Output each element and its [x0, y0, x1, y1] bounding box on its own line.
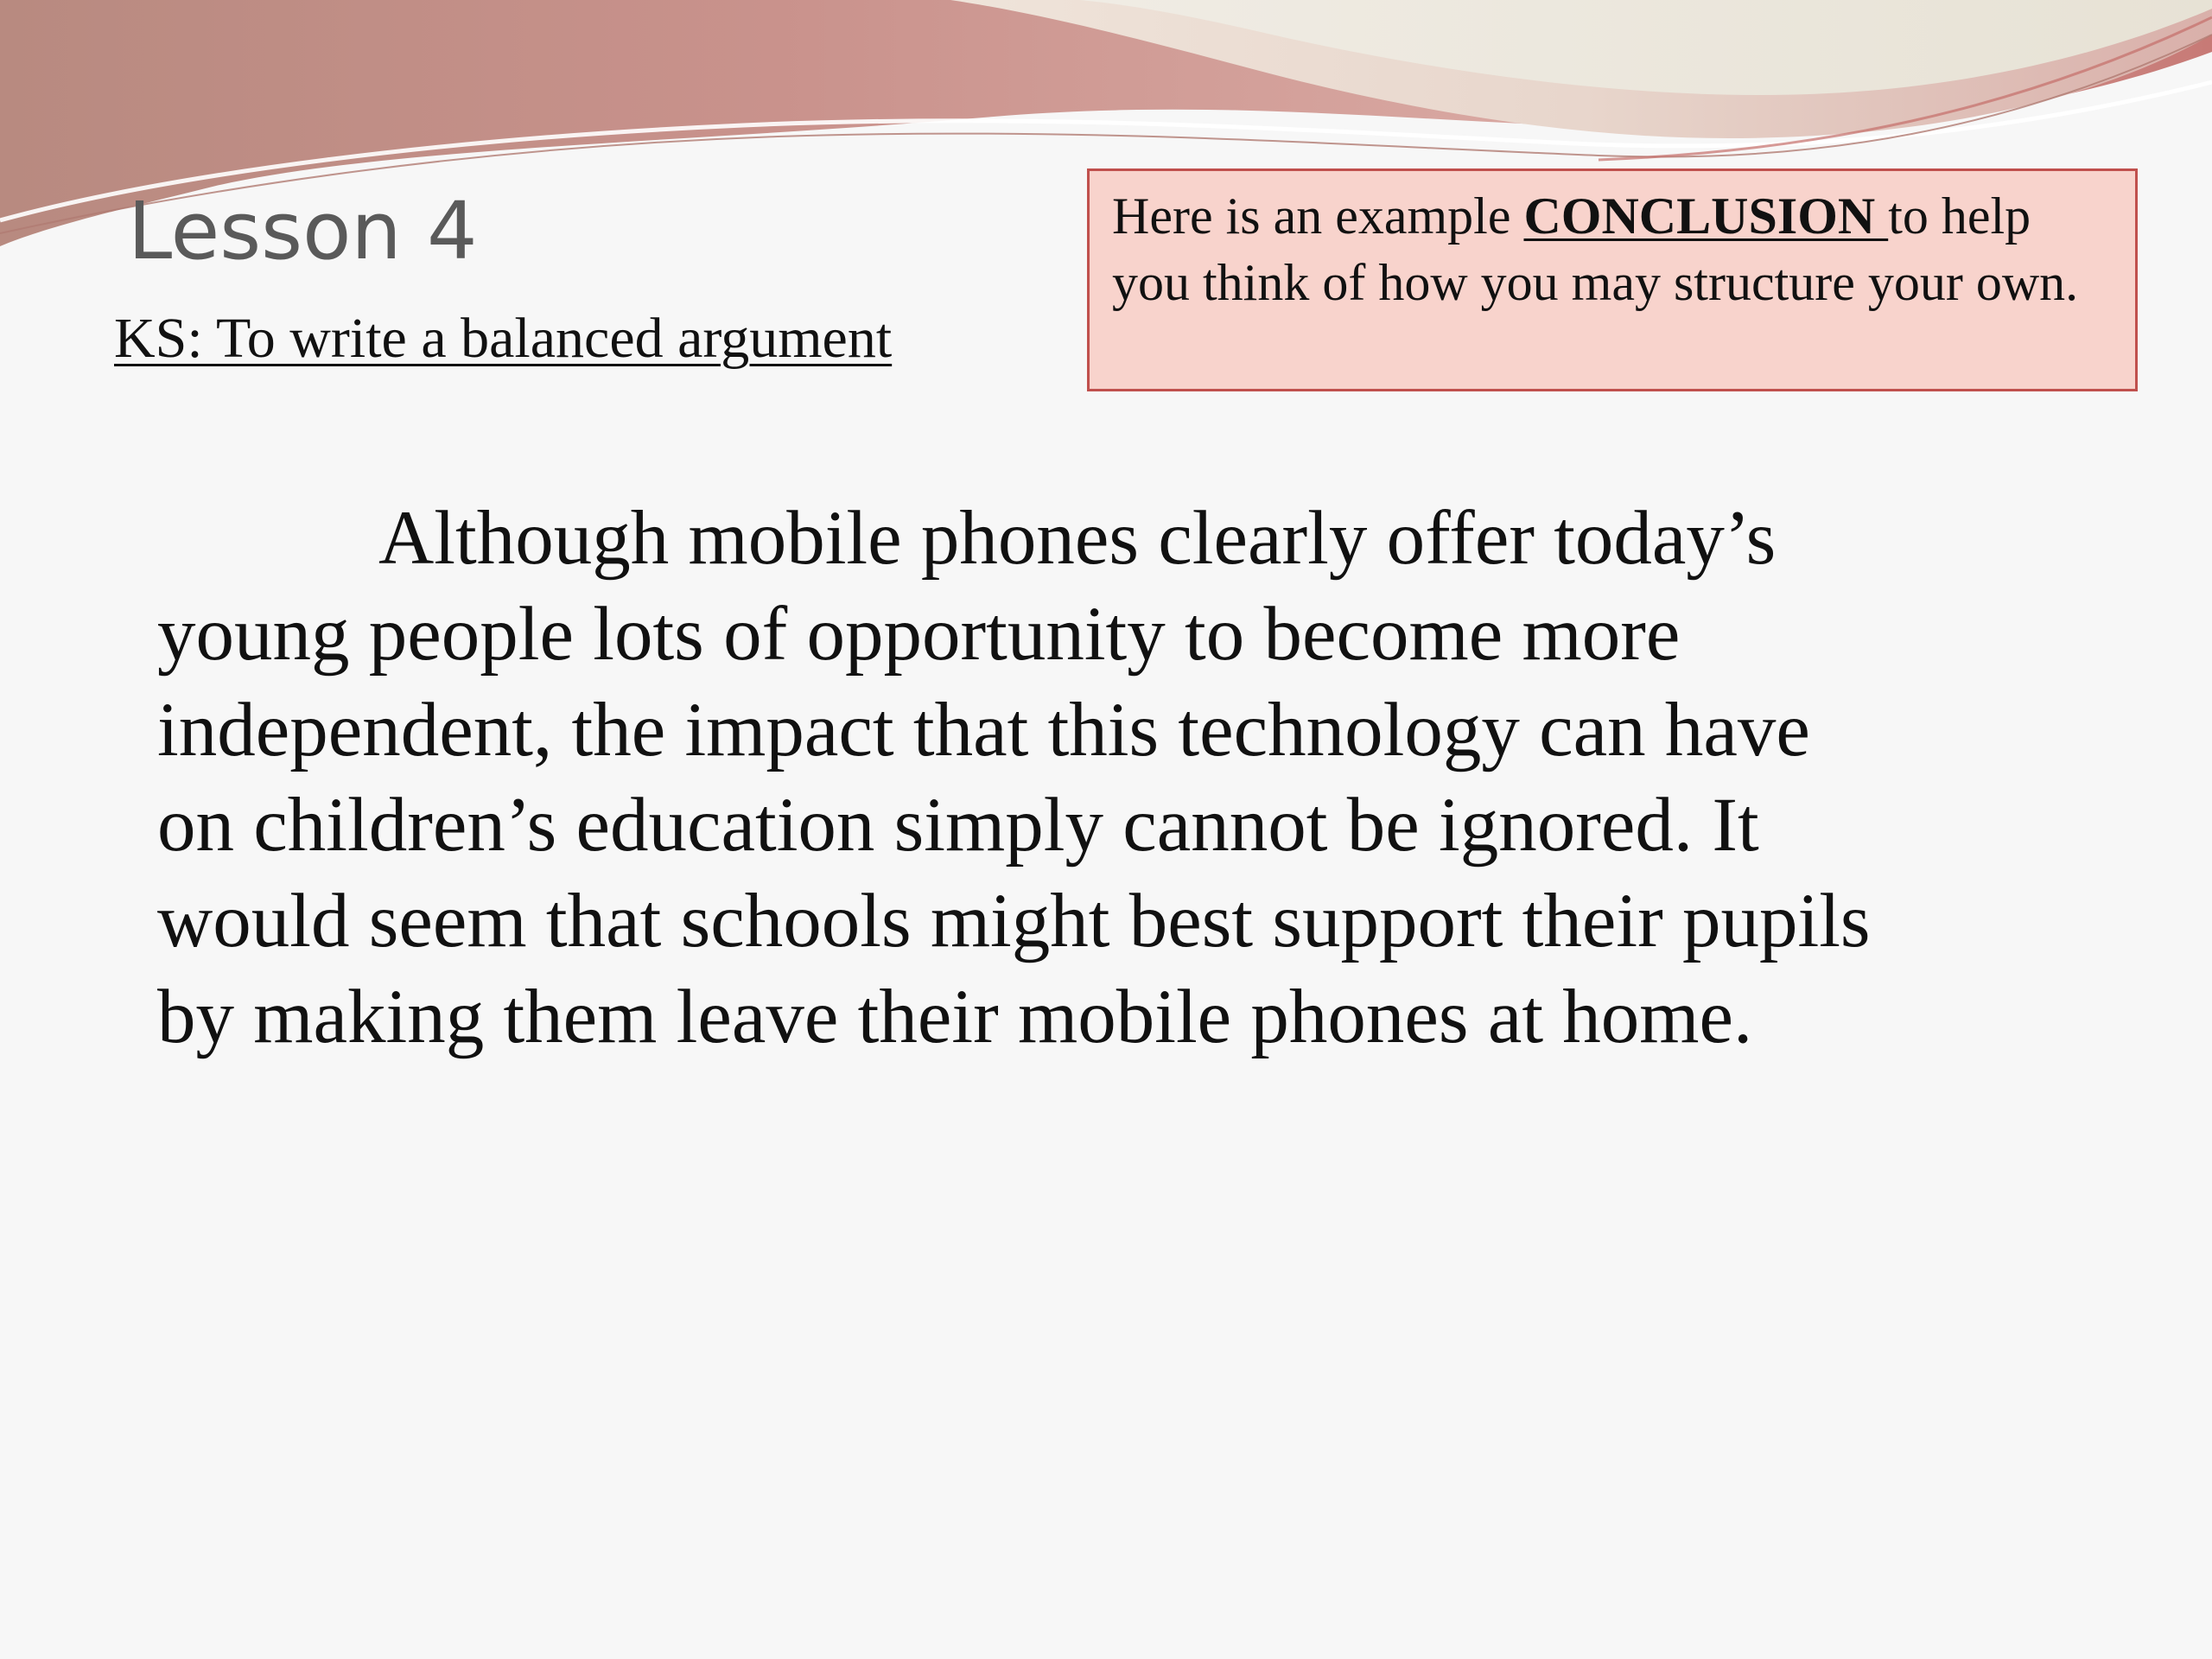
- callout-text-after: to help you think of how you may structure your own.: [1112, 188, 2079, 311]
- lesson-objective: KS: To write a balanced argument: [114, 307, 893, 370]
- paragraph-line: independent, the impact that this technology can have: [157, 687, 1810, 772]
- paragraph-line: on children’s education simply cannot be ignored. It: [157, 783, 1759, 868]
- paragraph-line: young people lots of opportunity to become more: [157, 591, 1681, 677]
- conclusion-callout-box: [1087, 168, 2138, 391]
- callout-text-before: Here is an example: [1112, 188, 1524, 245]
- example-conclusion-paragraph: [157, 491, 2127, 1065]
- paragraph-line: would seem that schools might best support their pupils: [157, 879, 1871, 964]
- slide-title: Lesson 4: [128, 185, 478, 277]
- paragraph-line: Although mobile phones clearly offer today’s: [378, 496, 1777, 581]
- callout-keyword: CONCLUSION: [1523, 188, 1889, 245]
- paragraph-line: by making them leave their mobile phones at home.: [157, 974, 1753, 1059]
